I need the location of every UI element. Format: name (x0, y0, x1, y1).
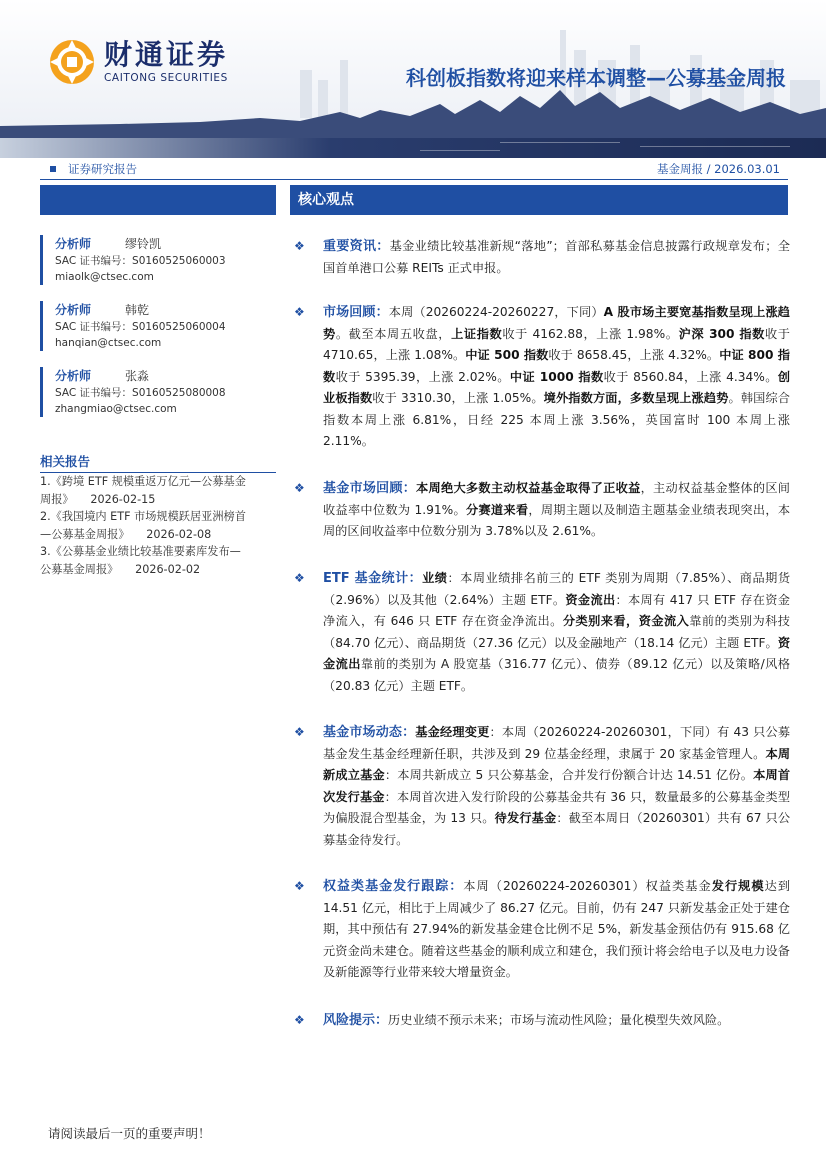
key-point (290, 876, 790, 984)
point-text: 收于 3310.30，上涨 1.05%。 (372, 391, 544, 405)
point-label: 基金市场回顾： (323, 481, 417, 496)
related-report-item[interactable]: 2.《我国境内 ETF 市场规模跃居亚洲榜首 —公募基金周报》 2026-02-08 (40, 510, 246, 541)
report-header (0, 0, 826, 158)
point-highlight-text: 发行规模 (711, 879, 765, 893)
analyst-card (40, 301, 276, 351)
point-highlight-text: 资金流出 (565, 592, 616, 607)
diamond-bullet-icon: ❖ (294, 571, 305, 585)
analyst-name: 韩乾 (125, 303, 150, 317)
point-highlight-text: 创业板指数 (323, 369, 791, 405)
point-highlight-text: 待发行基金 (494, 811, 557, 825)
point-highlight-text: 本周绝大多数主动权益基金取得了正收益 (416, 481, 641, 495)
point-highlight-text: 业绩 (422, 571, 448, 585)
point-highlight-text: A 股市场主要宽基指数呈现上涨趋势 (323, 305, 790, 341)
analyst-name: 缪铃凯 (125, 237, 162, 251)
report-type-date: 基金周报 / 2026.03.01 (656, 162, 780, 176)
diamond-bullet-icon: ❖ (294, 481, 305, 495)
point-text: ：截至本周日（20260301）共有 67 只公募基金待发行。 (323, 811, 791, 847)
point-highlight-text: 沪深 300 指数 (678, 326, 765, 341)
point-text: 历史业绩不预示未来；市场与流动性风险；量化模型失效风险。 (388, 1013, 730, 1027)
analyst-card (40, 367, 276, 417)
point-label: 市场回顾： (323, 305, 389, 320)
point-text: 。韩国综合指数本周上涨 6.81%，日经 225 本周上涨 3.56%，英国富时 100 本周上涨 2.11%。 (323, 391, 790, 448)
point-highlight-text: 中证 500 指数 (465, 348, 549, 362)
point-highlight-text: 资金流出 (323, 635, 790, 671)
point-text: 基金业绩比较基准新规“落地”；首部私募基金信息披露行政规章发布；全国首单港口公募 REITs 正式申报。 (323, 239, 790, 275)
point-highlight-text: 境外指数方面，多数呈现上涨趋势 (543, 391, 729, 405)
logo-english-name: CAITONG SECURITIES (104, 72, 228, 84)
key-point (290, 568, 790, 697)
point-text: ，主动权益基金整体的区间收益率中位数为 1.91%。 (323, 481, 790, 517)
analyst-email[interactable]: miaolk@ctsec.com (55, 271, 154, 283)
square-marker-icon (50, 166, 56, 172)
point-label: ETF 基金统计： (323, 571, 423, 586)
point-label: 基金市场动态： (323, 725, 416, 740)
analyst-role: 分析师 (55, 303, 92, 317)
key-point (290, 1010, 790, 1032)
analyst-email[interactable]: zhangmiao@ctsec.com (55, 403, 177, 415)
analyst-sac-number: SAC 证书编号：S0160525060003 (55, 255, 226, 267)
disclaimer-note: 请阅读最后一页的重要声明！ (48, 1126, 211, 1141)
point-label: 风险提示： (323, 1013, 389, 1028)
diamond-bullet-icon: ❖ (294, 725, 305, 739)
point-text: 收于 8560.84，上涨 4.34%。 (603, 369, 778, 384)
point-text: ：本周业绩排名前三的 ETF 类别为周期（7.85%）、商品期货（2.96%）以及其他（2.64%）主题 ETF。 (323, 571, 791, 607)
point-highlight-text: 中证 800 指数 (323, 348, 790, 384)
left-banner-bar (40, 185, 276, 215)
key-point (290, 236, 790, 279)
point-highlight-text: 分类别来看，资金流入 (562, 614, 690, 628)
point-text: 达到 14.51 亿元，相比于上周减少了 86.27 亿元。目前，仍有 247 只新发基金正处于建仓期，其中预估有 27.94%的新发基金建仓比例不足 5%，新发基金预估仍有 915.68 亿元资金尚未建仓。随着这些基金的顺利成立和建仓，我们预计将会给电子以及电力设备及新能源等行业带来较大增量资金。 (323, 879, 791, 979)
point-text: 收于 4162.88，上涨 1.98%。 (502, 326, 679, 341)
analyst-role: 分析师 (55, 237, 92, 251)
analyst-sac-number: SAC 证书编号：S0160525060004 (55, 321, 226, 333)
analyst-name: 张淼 (125, 369, 150, 383)
point-label: 重要资讯： (323, 239, 390, 254)
point-text: 靠前的类别为 A 股宽基（316.77 亿元）、债券（89.12 亿元）以及策略/风格（20.83 亿元）主题 ETF。 (323, 657, 791, 693)
point-text: 收于 8658.45，上涨 4.32%。 (548, 348, 720, 362)
point-text: 本周（20260224-20260301）权益类基金 (463, 879, 712, 893)
analyst-email[interactable]: hanqian@ctsec.com (55, 337, 162, 349)
point-text: ，周期主题以及制造主题基金业绩表现突出，本周的区间收益率中位数分别为 3.78%以及 2.61%。 (323, 502, 791, 538)
point-highlight-text: 上证指数 (451, 326, 503, 341)
related-report-item[interactable]: 1.《跨境 ETF 规模重返万亿元—公募基金 周报》 2026-02-15 (40, 475, 246, 506)
point-text: 靠前的类别为科技（84.70 亿元）、商品期货（27.36 亿元）以及金融地产（18.14 亿元）主题 ETF。 (323, 614, 790, 650)
point-highlight-text: 分赛道来看 (465, 502, 529, 517)
key-point (290, 302, 790, 453)
point-highlight-text: 中证 1000 指数 (509, 369, 604, 384)
diamond-bullet-icon: ❖ (294, 305, 305, 319)
point-text: ：本周有 417 只 ETF 存在资金净流入，有 646 只 ETF 存在资金净流出。 (323, 592, 790, 628)
related-reports-title: 相关报告 (40, 452, 276, 473)
point-text: 。截至本周五收盘， (335, 326, 452, 341)
report-category: 证券研究报告 (68, 162, 137, 176)
core-views-title: 核心观点 (290, 185, 788, 215)
company-logo (48, 38, 228, 86)
sub-header-bar (40, 158, 788, 180)
point-text: 收于 4710.65，上涨 1.08%。 (323, 326, 790, 362)
point-text: ：本周（20260224-20260301，下同）有 43 只公募基金发生基金经理新任职，共涉及到 29 位基金经理，隶属于 20 家基金管理人。 (323, 725, 791, 761)
point-highlight-text: 基金经理变更 (415, 725, 490, 739)
point-text: ：本周共新成立 5 只公募基金，合并发行份额合计达 14.51 亿份。 (384, 768, 754, 782)
analyst-role: 分析师 (55, 369, 92, 383)
diamond-bullet-icon: ❖ (294, 239, 305, 253)
logo-emblem-icon (48, 38, 96, 86)
analyst-card (40, 235, 276, 285)
report-title: 科创板指数将迎来样本调整—公募基金周报 (406, 66, 786, 90)
logo-chinese-name: 财通证券 (104, 38, 229, 71)
key-point (290, 478, 790, 543)
analyst-sac-number: SAC 证书编号：S0160525080008 (55, 387, 226, 399)
diamond-bullet-icon: ❖ (294, 879, 305, 893)
point-label: 权益类基金发行跟踪： (323, 879, 464, 894)
point-text: 本周（20260224-20260227，下同） (388, 305, 604, 319)
point-highlight-text: 本周新成立基金 (323, 746, 791, 782)
related-report-item[interactable]: 3.《公募基金业绩比较基准要素库发布— 公募基金周报》 2026-02-02 (40, 545, 241, 576)
point-text: 收于 5395.39，上涨 2.02%。 (335, 369, 510, 384)
related-reports-list (40, 473, 280, 578)
key-point (290, 722, 790, 851)
point-text: ：本周首次进入发行阶段的公募基金共有 36 只，数量最多的公募基金类型为偏股混合型基金，为 13 只。 (323, 789, 791, 825)
point-highlight-text: 本周首次发行基金 (323, 768, 791, 804)
diamond-bullet-icon: ❖ (294, 1013, 305, 1027)
